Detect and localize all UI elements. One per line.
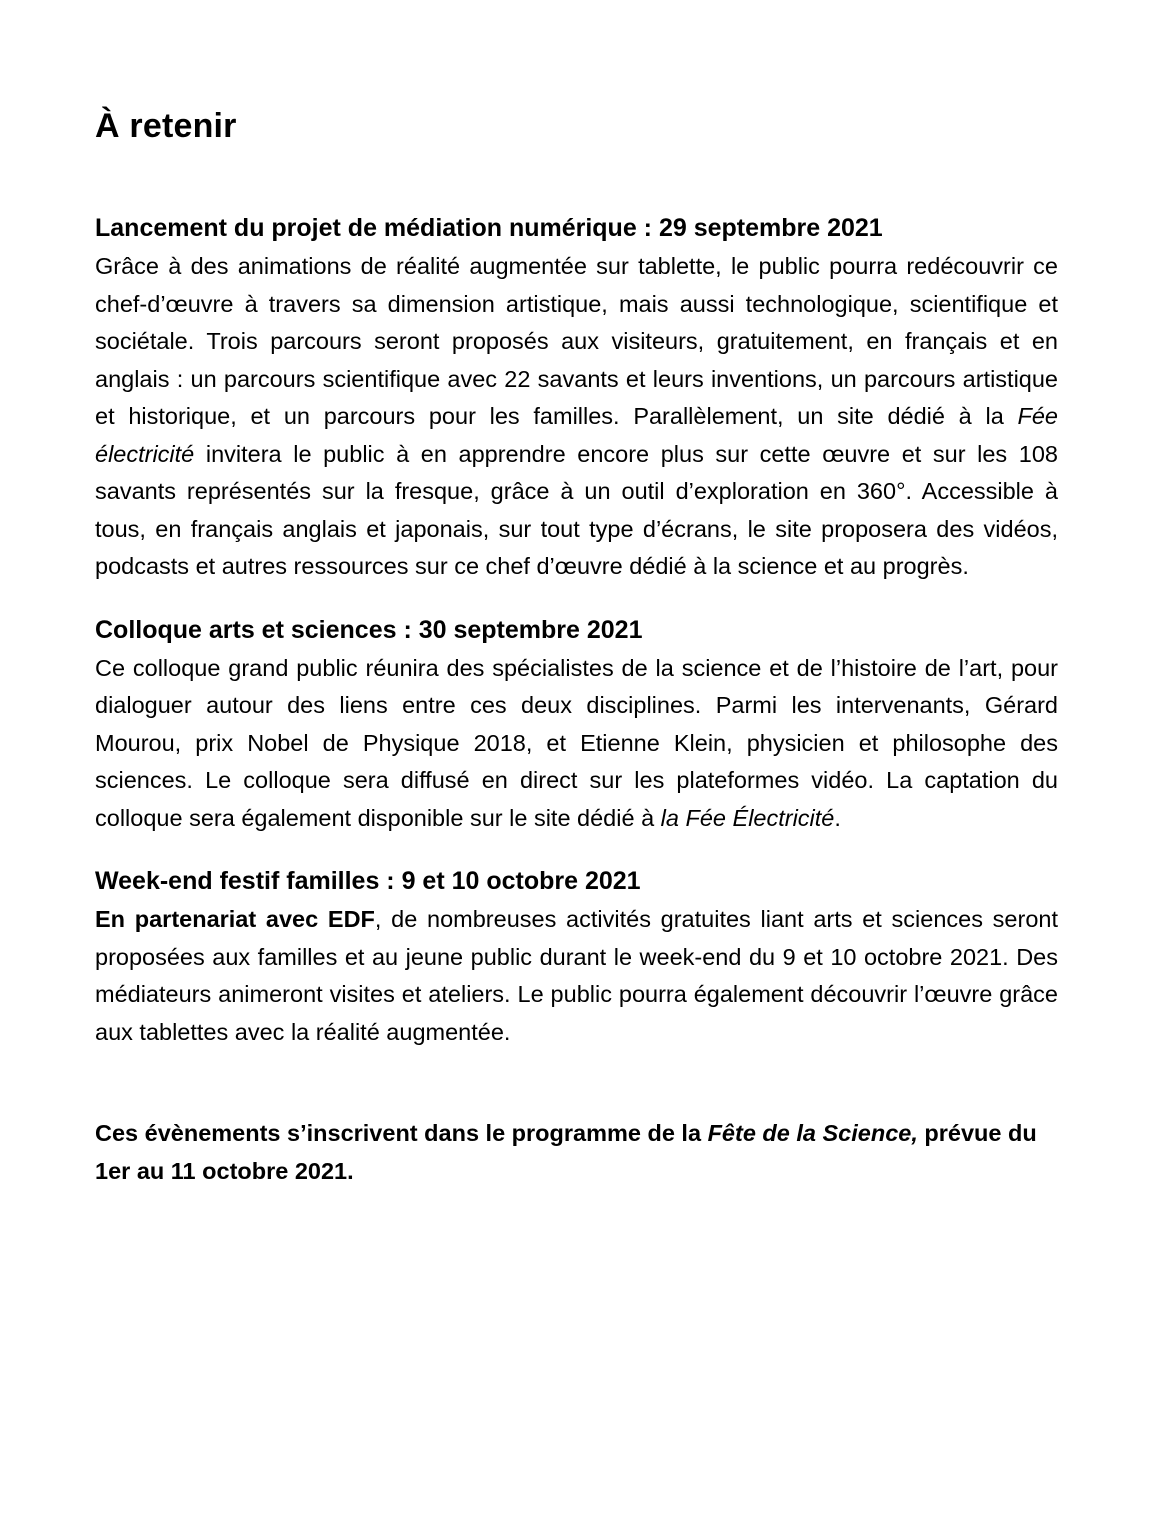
text-run: . <box>834 804 841 831</box>
text-run: Ce colloque grand public réunira des spécialistes de la science et de l’histoire de l’art, pour dialoguer autour des liens entre ces deux disciplines. Parmi les intervenants, Gérard Mourou, prix Nobel de Physique 2018, et Etienne Klein, physicien et philosophe des sciences. Le colloque sera diffusé en direct sur les plateformes vidéo. La captation du colloque sera également disponible sur le site dédié à <box>95 654 1058 831</box>
text-run: , de nombreuses activités gratuites liant arts et sciences seront proposées aux familles et au jeune public durant le week-end du 9 et 10 octobre 2021. Des médiateurs animeront visites et ateliers. Le public pourra également découvrir l’œuvre grâce aux tablettes avec la réalité augmentée. <box>95 906 1058 1045</box>
section-heading-lancement: Lancement du projet de médiation numérique : 29 septembre 2021 <box>95 214 883 242</box>
text-run: la Fée Électricité <box>660 804 835 831</box>
text-run: En partenariat avec EDF <box>95 906 375 932</box>
text-run: prévue du 1er au 11 octobre 2021. <box>95 1120 1037 1184</box>
text-run: invitera le public à en apprendre encore plus sur cette œuvre et sur les 108 savants représentés sur la fresque, grâce à un outil d’exploration en 360°. Accessible à tous, en français anglais et japonais, sur tout type d’écrans, le site proposera des vidéos, podcasts et autres ressources sur ce chef d’œuvre dédié à la science et au progrès. <box>95 440 1058 579</box>
section-weekend-festif <box>95 866 1058 1051</box>
page-title: À retenir <box>95 107 237 145</box>
footer-note-fete-de-la-science <box>95 1115 1058 1190</box>
section-paragraph-lancement <box>95 248 1058 586</box>
text-run: Grâce à des animations de réalité augmentée sur tablette, le public pourra redécouvrir ce chef-d’œuvre à travers sa dimension artistique, mais aussi technologique, scientifique et sociétale. Trois parcours seront proposés aux visiteurs, gratuitement, en français et en anglais : un parcours scientifique avec 22 savants et leurs inventions, un parcours artistique et historique, et un parcours pour les familles. Parallèlement, un site dédié à la <box>95 253 1058 429</box>
text-run: Ces évènements s’inscrivent dans le programme de la <box>95 1120 708 1146</box>
section-paragraph-weekend <box>95 901 1058 1051</box>
section-colloque-arts-sciences <box>95 615 1058 838</box>
section-heading-weekend: Week-end festif familles : 9 et 10 octobre 2021 <box>95 867 641 895</box>
section-lancement-mediation-numerique <box>95 213 1058 586</box>
text-run: Fête de la Science, <box>707 1120 918 1146</box>
text-run: Fée électricité <box>95 403 1058 467</box>
section-heading-colloque: Colloque arts et sciences : 30 septembre 2021 <box>95 615 643 644</box>
section-paragraph-colloque <box>95 650 1058 838</box>
